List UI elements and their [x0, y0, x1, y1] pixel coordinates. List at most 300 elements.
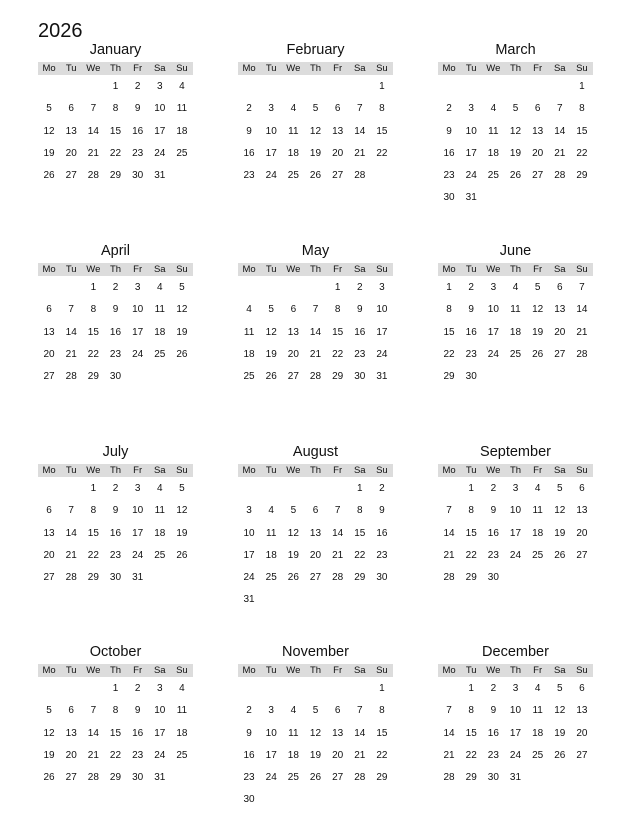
- weekday-header: [38, 664, 193, 677]
- day-cell: 14: [576, 304, 588, 316]
- month-march: [438, 39, 593, 215]
- day-cell: 12: [554, 705, 566, 717]
- day-cell: 27: [332, 170, 344, 182]
- day-grid: [438, 81, 593, 215]
- weekday-label: Fr: [333, 665, 343, 676]
- day-cell: 24: [132, 549, 144, 561]
- day-cell: 4: [534, 683, 541, 694]
- day-grid: [38, 282, 193, 393]
- day-cell: 8: [90, 304, 97, 316]
- day-cell: 3: [468, 103, 474, 115]
- weekday-label: Su: [176, 63, 188, 74]
- day-cell: 31: [509, 772, 522, 784]
- day-cell: 3: [156, 683, 163, 694]
- day-cell: 21: [443, 749, 455, 761]
- weekday-label: Th: [309, 264, 322, 275]
- day-cell: 15: [376, 125, 388, 137]
- day-cell: 15: [87, 326, 99, 338]
- weekday-label: Tu: [65, 465, 77, 476]
- day-cell: 17: [132, 527, 144, 539]
- day-cell: 2: [490, 483, 497, 494]
- day-cell: 8: [446, 304, 452, 316]
- weekday-label: Th: [509, 264, 522, 275]
- weekday-label: Fr: [333, 465, 343, 476]
- weekday-label: Sa: [353, 264, 366, 275]
- day-cell: 5: [290, 505, 297, 517]
- day-cell: 4: [490, 103, 497, 115]
- day-cell: 13: [65, 125, 77, 137]
- day-cell: 31: [154, 772, 166, 784]
- day-cell: 4: [290, 103, 297, 115]
- day-cell: 28: [332, 572, 344, 584]
- day-cell: 16: [243, 147, 255, 159]
- day-cell: 4: [534, 483, 541, 494]
- day-cell: 26: [176, 348, 188, 360]
- day-cell: 28: [65, 572, 77, 584]
- day-cell: 20: [576, 727, 588, 739]
- day-grid: [38, 483, 193, 594]
- day-cell: 11: [532, 705, 543, 717]
- weekday-label: Sa: [553, 63, 566, 74]
- day-cell: 16: [465, 326, 477, 338]
- day-cell: 11: [288, 727, 299, 739]
- day-cell: 5: [179, 483, 185, 494]
- day-cell: 30: [109, 371, 122, 383]
- day-cell: 2: [134, 81, 141, 92]
- day-cell: 15: [354, 527, 366, 539]
- day-cell: 30: [109, 572, 122, 584]
- day-cell: 9: [134, 705, 141, 717]
- day-cell: 26: [309, 170, 322, 182]
- day-cell: 24: [154, 749, 166, 761]
- day-cell: 10: [487, 304, 499, 316]
- day-cell: 16: [109, 527, 122, 539]
- day-cell: 11: [532, 505, 543, 517]
- weekday-label: Sa: [553, 264, 566, 275]
- day-cell: 20: [309, 549, 322, 561]
- weekday-label: Fr: [333, 63, 343, 74]
- day-cell: 4: [246, 304, 252, 316]
- day-cell: 19: [287, 549, 299, 561]
- day-cell: 14: [354, 727, 366, 739]
- day-cell: 17: [376, 326, 388, 338]
- day-cell: 9: [379, 505, 385, 517]
- day-cell: 16: [354, 326, 366, 338]
- day-cell: 27: [65, 170, 77, 182]
- weekday-label: Su: [376, 264, 388, 275]
- day-cell: 9: [112, 304, 119, 316]
- day-cell: 8: [112, 103, 119, 115]
- day-cell: 30: [487, 772, 499, 784]
- day-cell: 23: [465, 348, 477, 360]
- day-cell: 23: [376, 549, 388, 561]
- day-cell: 13: [43, 527, 55, 539]
- weekday-header: [438, 664, 593, 677]
- day-cell: 10: [265, 727, 277, 739]
- month-may: [238, 240, 393, 393]
- day-cell: 4: [156, 483, 163, 494]
- day-cell: 19: [176, 326, 188, 338]
- month-december: [438, 641, 593, 794]
- day-cell: 28: [554, 170, 566, 182]
- day-cell: 23: [109, 348, 122, 360]
- weekday-label: Tu: [465, 465, 477, 476]
- day-cell: 9: [446, 125, 452, 137]
- day-cell: 29: [443, 371, 455, 383]
- day-cell: 19: [309, 749, 322, 761]
- day-cell: 3: [268, 705, 274, 717]
- day-cell: 22: [465, 749, 477, 761]
- day-cell: 6: [46, 304, 52, 316]
- day-cell: 25: [287, 772, 299, 784]
- day-cell: 28: [354, 170, 366, 182]
- day-cell: 21: [443, 549, 455, 561]
- day-cell: 23: [487, 549, 499, 561]
- day-cell: 17: [154, 125, 166, 137]
- day-cell: 4: [179, 81, 185, 92]
- day-cell: 23: [354, 348, 366, 360]
- day-cell: 19: [43, 749, 55, 761]
- month-title: October: [89, 644, 142, 660]
- day-cell: 27: [309, 572, 322, 584]
- day-cell: 1: [446, 282, 452, 293]
- day-cell: 26: [265, 371, 277, 383]
- day-grid: [238, 683, 393, 817]
- day-cell: 29: [332, 371, 344, 383]
- day-cell: 24: [509, 549, 522, 561]
- day-cell: 28: [87, 170, 99, 182]
- weekday-label: Th: [109, 665, 122, 676]
- day-grid: [238, 81, 393, 192]
- day-cell: 14: [443, 527, 455, 539]
- weekday-label: Su: [176, 264, 188, 275]
- weekday-label: Mo: [442, 465, 456, 476]
- day-cell: 13: [287, 326, 299, 338]
- day-cell: 6: [579, 483, 585, 494]
- weekday-label: Fr: [533, 264, 543, 275]
- day-cell: 26: [176, 549, 188, 561]
- weekday-label: Mo: [442, 264, 456, 275]
- day-cell: 31: [243, 594, 255, 606]
- day-cell: 2: [468, 282, 474, 293]
- day-cell: 12: [176, 304, 188, 316]
- day-cell: 24: [132, 348, 144, 360]
- weekday-label: Mo: [242, 63, 256, 74]
- day-cell: 24: [243, 572, 255, 584]
- weekday-label: Th: [509, 465, 522, 476]
- day-cell: 22: [87, 549, 99, 561]
- weekday-header: [238, 464, 393, 477]
- day-cell: 1: [112, 683, 119, 694]
- month-title: February: [286, 42, 345, 58]
- weekday-label: We: [286, 465, 301, 476]
- month-title: July: [102, 444, 129, 460]
- day-cell: 11: [488, 125, 499, 137]
- day-cell: 17: [243, 549, 255, 561]
- day-cell: 3: [379, 282, 385, 293]
- day-cell: 15: [443, 326, 455, 338]
- month-september: [438, 441, 593, 594]
- day-cell: 30: [465, 371, 477, 383]
- weekday-label: Fr: [333, 264, 343, 275]
- day-cell: 16: [132, 727, 144, 739]
- day-grid: [38, 81, 193, 192]
- day-cell: 18: [287, 749, 299, 761]
- day-cell: 28: [443, 572, 455, 584]
- day-cell: 4: [512, 282, 519, 293]
- day-cell: 14: [354, 125, 366, 137]
- day-cell: 27: [554, 348, 566, 360]
- day-cell: 8: [468, 705, 474, 717]
- weekday-label: Tu: [65, 63, 77, 74]
- day-cell: 9: [246, 125, 252, 137]
- day-cell: 27: [332, 772, 344, 784]
- day-cell: 22: [443, 348, 455, 360]
- day-cell: 25: [154, 348, 166, 360]
- day-cell: 27: [532, 170, 544, 182]
- weekday-header: [438, 62, 593, 75]
- weekday-label: Su: [376, 63, 388, 74]
- day-cell: 18: [154, 326, 166, 338]
- weekday-label: Tu: [265, 465, 277, 476]
- weekday-label: Fr: [133, 665, 143, 676]
- day-cell: 1: [90, 282, 97, 293]
- day-cell: 26: [509, 170, 522, 182]
- day-cell: 1: [90, 483, 97, 494]
- day-cell: 21: [354, 147, 366, 159]
- day-cell: 10: [132, 304, 144, 316]
- day-cell: 29: [109, 170, 122, 182]
- day-cell: 2: [446, 103, 452, 115]
- day-cell: 25: [243, 371, 255, 383]
- day-cell: 1: [379, 683, 385, 694]
- day-cell: 17: [265, 147, 277, 159]
- day-cell: 13: [65, 727, 77, 739]
- day-cell: 11: [154, 505, 165, 517]
- day-cell: 22: [109, 147, 122, 159]
- month-title: November: [282, 644, 349, 660]
- day-cell: 25: [287, 170, 299, 182]
- day-cell: 26: [287, 572, 299, 584]
- day-grid: [438, 483, 593, 594]
- weekday-label: Tu: [65, 665, 77, 676]
- weekday-label: Sa: [353, 63, 366, 74]
- day-cell: 20: [554, 326, 566, 338]
- weekday-label: Su: [576, 665, 588, 676]
- weekday-label: Tu: [65, 264, 77, 275]
- day-cell: 23: [243, 170, 255, 182]
- day-cell: 5: [46, 103, 52, 115]
- day-cell: 17: [465, 147, 477, 159]
- day-cell: 11: [510, 304, 521, 316]
- day-cell: 21: [576, 326, 588, 338]
- weekday-label: Fr: [533, 465, 543, 476]
- day-cell: 22: [87, 348, 99, 360]
- day-cell: 18: [154, 527, 166, 539]
- weekday-label: We: [486, 665, 501, 676]
- day-cell: 9: [468, 304, 474, 316]
- day-cell: 15: [465, 727, 477, 739]
- day-cell: 20: [65, 749, 77, 761]
- day-cell: 24: [376, 348, 388, 360]
- day-cell: 29: [465, 572, 477, 584]
- day-cell: 18: [532, 727, 544, 739]
- day-cell: 22: [376, 147, 388, 159]
- day-cell: 25: [532, 549, 544, 561]
- day-cell: 11: [266, 527, 277, 539]
- day-cell: 1: [379, 81, 385, 92]
- day-cell: 28: [443, 772, 455, 784]
- day-cell: 6: [556, 282, 563, 293]
- day-cell: 4: [268, 505, 274, 517]
- day-cell: 3: [512, 683, 519, 694]
- month-title: January: [89, 42, 142, 58]
- day-cell: 7: [90, 103, 97, 115]
- day-cell: 20: [576, 527, 588, 539]
- day-cell: 26: [532, 348, 544, 360]
- day-cell: 16: [132, 125, 144, 137]
- day-cell: 2: [490, 683, 497, 694]
- day-cell: 10: [509, 705, 522, 717]
- day-cell: 15: [332, 326, 344, 338]
- day-cell: 13: [576, 505, 588, 517]
- weekday-label: Mo: [42, 63, 56, 74]
- day-cell: 27: [287, 371, 299, 383]
- day-cell: 13: [332, 727, 344, 739]
- weekday-label: Fr: [533, 665, 543, 676]
- day-grid: [438, 282, 593, 393]
- day-cell: 23: [487, 749, 499, 761]
- day-cell: 10: [465, 125, 477, 137]
- day-cell: 7: [446, 705, 452, 717]
- day-cell: 11: [288, 125, 299, 137]
- day-cell: 25: [509, 348, 522, 360]
- day-cell: 25: [487, 170, 499, 182]
- day-cell: 23: [243, 772, 255, 784]
- day-cell: 20: [332, 147, 344, 159]
- weekday-label: We: [286, 63, 301, 74]
- day-cell: 16: [487, 727, 499, 739]
- weekday-label: Mo: [242, 264, 256, 275]
- day-cell: 25: [532, 749, 544, 761]
- day-cell: 14: [332, 527, 344, 539]
- day-cell: 14: [65, 326, 77, 338]
- day-cell: 20: [65, 147, 77, 159]
- weekday-label: Sa: [153, 465, 166, 476]
- day-cell: 11: [176, 705, 188, 717]
- day-cell: 3: [246, 505, 252, 517]
- weekday-header: [238, 62, 393, 75]
- weekday-label: Fr: [133, 465, 143, 476]
- day-cell: 6: [334, 103, 341, 115]
- day-cell: 18: [509, 326, 522, 338]
- weekday-label: Su: [576, 465, 588, 476]
- day-cell: 13: [332, 125, 344, 137]
- day-cell: 15: [576, 125, 588, 137]
- day-cell: 1: [334, 282, 341, 293]
- day-cell: 30: [354, 371, 366, 383]
- day-cell: 24: [265, 772, 277, 784]
- weekday-label: Mo: [442, 665, 456, 676]
- day-cell: 11: [176, 103, 188, 115]
- weekday-label: Tu: [465, 665, 477, 676]
- weekday-label: Fr: [133, 264, 143, 275]
- weekday-label: Su: [576, 264, 588, 275]
- day-cell: 16: [243, 749, 255, 761]
- day-cell: 26: [43, 170, 55, 182]
- day-cell: 22: [332, 348, 344, 360]
- day-cell: 10: [132, 505, 144, 517]
- day-cell: 12: [43, 727, 55, 739]
- day-cell: 7: [356, 103, 363, 115]
- day-cell: 23: [132, 749, 144, 761]
- day-cell: 28: [576, 348, 588, 360]
- day-cell: 5: [512, 103, 519, 115]
- day-cell: 23: [109, 549, 122, 561]
- day-cell: 2: [356, 282, 363, 293]
- day-cell: 22: [376, 749, 388, 761]
- day-cell: 9: [134, 103, 141, 115]
- weekday-label: Mo: [42, 465, 56, 476]
- weekday-label: Fr: [533, 63, 543, 74]
- day-cell: 29: [109, 772, 122, 784]
- day-cell: 12: [554, 505, 566, 517]
- weekday-label: Mo: [42, 264, 56, 275]
- day-cell: 25: [154, 549, 166, 561]
- day-cell: 19: [43, 147, 55, 159]
- day-cell: 10: [509, 505, 522, 517]
- day-cell: 18: [176, 125, 188, 137]
- day-cell: 30: [243, 794, 255, 806]
- month-title: August: [292, 444, 339, 460]
- day-cell: 24: [509, 749, 522, 761]
- day-cell: 30: [487, 572, 499, 584]
- day-cell: 18: [176, 727, 188, 739]
- day-cell: 9: [356, 304, 363, 316]
- day-cell: 3: [134, 282, 141, 293]
- weekday-label: We: [486, 465, 501, 476]
- day-cell: 5: [556, 483, 563, 494]
- day-cell: 29: [354, 572, 366, 584]
- day-cell: 27: [576, 749, 588, 761]
- weekday-label: We: [86, 264, 101, 275]
- weekday-label: We: [86, 665, 101, 676]
- day-cell: 12: [287, 527, 299, 539]
- day-cell: 24: [465, 170, 477, 182]
- month-august: [238, 441, 393, 617]
- day-cell: 6: [68, 705, 74, 717]
- day-cell: 5: [179, 282, 185, 293]
- day-cell: 5: [268, 304, 274, 316]
- day-cell: 29: [465, 772, 477, 784]
- day-cell: 10: [154, 705, 166, 717]
- day-cell: 6: [46, 505, 52, 517]
- day-cell: 2: [112, 483, 119, 494]
- day-cell: 28: [65, 371, 77, 383]
- day-cell: 13: [309, 527, 322, 539]
- weekday-label: Th: [109, 63, 122, 74]
- day-cell: 31: [465, 192, 477, 204]
- day-cell: 2: [379, 483, 385, 494]
- day-cell: 13: [532, 125, 544, 137]
- day-cell: 6: [579, 683, 585, 694]
- day-cell: 16: [443, 147, 455, 159]
- day-cell: 14: [554, 125, 566, 137]
- day-cell: 23: [443, 170, 455, 182]
- day-cell: 7: [334, 505, 341, 517]
- day-cell: 18: [287, 147, 299, 159]
- day-cell: 21: [65, 549, 77, 561]
